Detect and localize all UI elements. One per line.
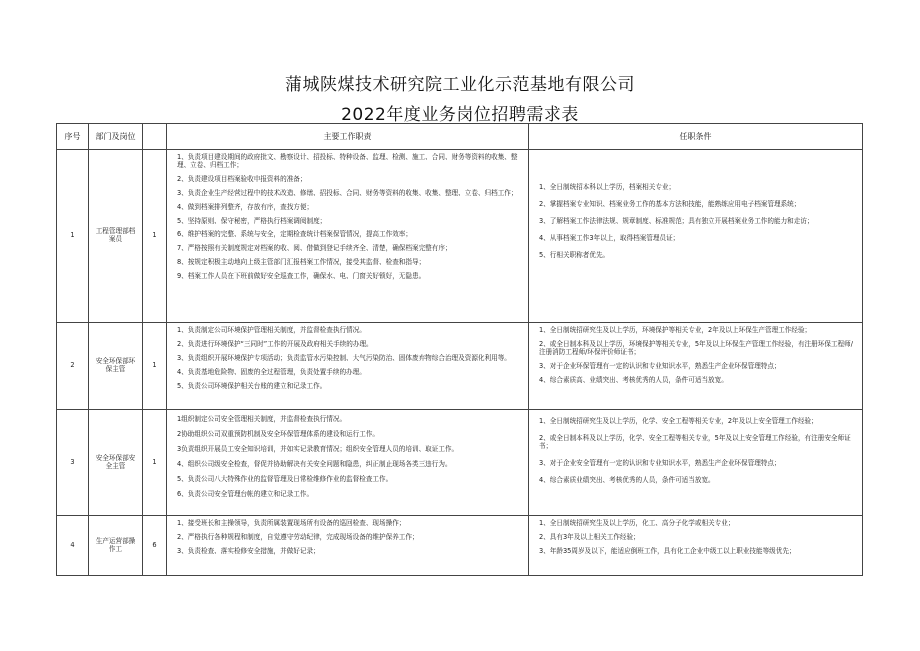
requirement-item: 4、从事档案工作3年以上，取得档案管理员证； — [539, 233, 680, 242]
row-no: 1 — [57, 150, 89, 323]
requirement-item: 3、对于企业环保管理有一定的认识和专业知识水平，熟悉生产企业环保管理特点； — [539, 361, 781, 370]
duty-item: 4、做到档案排列整齐，存放有序，查找方便； — [177, 202, 314, 211]
duty-item: 8、按规定积极主动地向上级主管部门汇报档案工作情况，接受其监督、检查和指导； — [177, 258, 426, 267]
duty-item: 2、严格执行各种规程和制度，自觉遵守劳动纪律，完成现场设备的维护保养工作； — [177, 532, 419, 541]
row-dept: 工程管理部档案员 — [89, 150, 143, 323]
duty-item: 1、负责项目建设期间的政府批文、勘察设计、招投标、特种设备、监理、检测、施工、合同、财务等资料的收集、整理、立卷、归档工作； — [177, 153, 518, 169]
row-count: 1 — [143, 323, 167, 410]
row-duties — [167, 150, 529, 323]
duty-item: 4、负责基地危险物、固废的全过程管理，负责处置手续的办理。 — [177, 367, 366, 376]
row-requirements — [529, 516, 863, 576]
table-header-row — [57, 124, 863, 150]
requirement-item: 4、综合素质高、业绩突出、考核优秀的人员，条件可适当放宽。 — [539, 375, 728, 384]
row-duties — [167, 410, 529, 516]
row-no: 4 — [57, 516, 89, 576]
duty-item: 2、负责进行环境保护“三同时”工作的开展及政府相关手续的办理。 — [177, 339, 373, 348]
requirement-item: 2、或全日制本科及以上学历，化学、安全工程等相关专业，5年及以上安全管理工作经验，有注册安全师证书； — [539, 433, 851, 450]
row-requirements — [529, 323, 863, 410]
row-duties — [167, 323, 529, 410]
duty-item: 4、组织公司级安全检查，督促并协助解决有关安全问题和隐患，纠正制止现场各类三违行为。 — [177, 459, 452, 468]
table-title: 2022年度业务岗位招聘需求表 — [341, 105, 579, 125]
duty-item: 2协助组织公司双重预防机制及安全环保管理体系的建设和运行工作。 — [177, 429, 380, 438]
duty-item: 7、严格按照有关制度规定对档案的收、阅、借做到登记手续齐全、清楚，确保档案完整有序； — [177, 244, 452, 253]
duty-item: 6、维护档案的完整、系统与安全，定期检查统计档案保管情况，提高工作效率； — [177, 230, 412, 239]
row-count: 1 — [143, 410, 167, 516]
requirement-item: 1、全日制统招研究生及以上学历，环境保护等相关专业，2年及以上环保生产管理工作经验； — [539, 326, 812, 334]
row-dept: 生产运营部操作工 — [89, 516, 143, 576]
row-duties — [167, 516, 529, 576]
row-no: 2 — [57, 323, 89, 410]
requirement-item: 2、或全日制本科及以上学历，环境保护等相关专业，5年及以上环保生产管理工作经验，有注册环保工程师/注册消防工程师/环保评价师证书； — [539, 339, 853, 356]
duty-item: 3负责组织开展员工安全知识培训，并如实记录教育情况；组织安全管理人员的培训、取证工作。 — [177, 444, 459, 453]
duty-item: 1、接受班长和主操领导，负责所属装置现场所有设备的巡回检查、现场操作； — [177, 519, 406, 527]
duty-item: 9、档案工作人员在下班前做好安全巡查工作，确保水、电、门窗关好锁好，无隐患。 — [177, 272, 426, 281]
company-title: 蒲城陕煤技术研究院工业化示范基地有限公司 — [285, 75, 635, 95]
row-requirements — [529, 150, 863, 323]
row-dept: 安全环保部环保主管 — [89, 323, 143, 410]
requirement-item: 1、全日制统招研究生及以上学历，化学、安全工程等相关专业，2年及以上安全管理工作经验； — [539, 417, 818, 425]
header-count — [143, 124, 167, 150]
requirement-item: 3、对于企业安全管理有一定的认识和专业知识水平，熟悉生产企业环保管理特点； — [539, 458, 781, 467]
requirement-item: 2、具有3年及以上相关工作经验； — [539, 532, 640, 541]
header-duties: 主要工作职责 — [167, 124, 529, 150]
duty-item: 5、负责公司环境保护相关台账的建立和记录工作。 — [177, 381, 327, 390]
row-requirements — [529, 410, 863, 516]
duty-item: 5、负责公司八大特殊作业的监督管理及日常检维修作业的监督检查工作。 — [177, 474, 393, 483]
requirement-item: 5、行相关职称者优先。 — [539, 250, 610, 259]
requirement-item: 4、综合素质业绩突出、考核优秀的人员，条件可适当放宽。 — [539, 475, 715, 484]
row-no: 3 — [57, 410, 89, 516]
table-row — [57, 516, 863, 576]
header-no: 序号 — [57, 124, 89, 150]
recruitment-table — [56, 123, 863, 576]
duty-item: 2、负责建设项目档案验收申报资料的准备； — [177, 174, 307, 183]
header-requirements: 任职条件 — [529, 124, 863, 150]
requirement-item: 1、全日制统招本科以上学历，档案相关专业； — [539, 183, 676, 191]
duty-item: 3、负责企业生产经营过程中的技术改造、修缮、招投标、合同、财务等资料的收集、收集、整理、立卷、归档工作； — [177, 188, 518, 197]
requirement-item: 3、了解档案工作法律法规、规章制度、标准规范；具有独立开展档案业务工作的能力和走访； — [539, 216, 814, 225]
requirement-item: 1、全日制统招研究生及以上学历，化工、高分子化学或相关专业； — [539, 519, 735, 527]
duty-item: 1组织制定公司安全管理相关制度，并监督检查执行情况。 — [177, 415, 347, 423]
duty-item: 3、负责组织开展环境保护专项活动；负责监管水污染控制、大气污染防治、固体废弃物综合治理及资源化利用等。 — [177, 353, 511, 362]
table-row — [57, 150, 863, 323]
duty-item: 3、负责检查、落实检修安全措施，并做好记录； — [177, 546, 320, 555]
row-count: 6 — [143, 516, 167, 576]
duty-item: 1、负责制定公司环境保护管理相关制度，并监督检查执行情况。 — [177, 326, 366, 334]
duty-item: 5、坚持原则、保守秘密，严格执行档案调阅制度； — [177, 216, 327, 225]
table-row — [57, 323, 863, 410]
header-dept: 部门及岗位 — [89, 124, 143, 150]
requirement-item: 3、年龄35周岁及以下，能适应倒班工作，具有化工企业中级工以上职业技能等级优先； — [539, 546, 796, 555]
row-count: 1 — [143, 150, 167, 323]
duty-item: 6、负责公司安全管理台帐的建立和记录工作。 — [177, 489, 314, 498]
requirement-item: 2、掌握档案专业知识、档案业务工作的基本方法和技能，能熟练应用电子档案管理系统； — [539, 199, 801, 208]
row-dept: 安全环保部安全主管 — [89, 410, 143, 516]
table-row — [57, 410, 863, 516]
